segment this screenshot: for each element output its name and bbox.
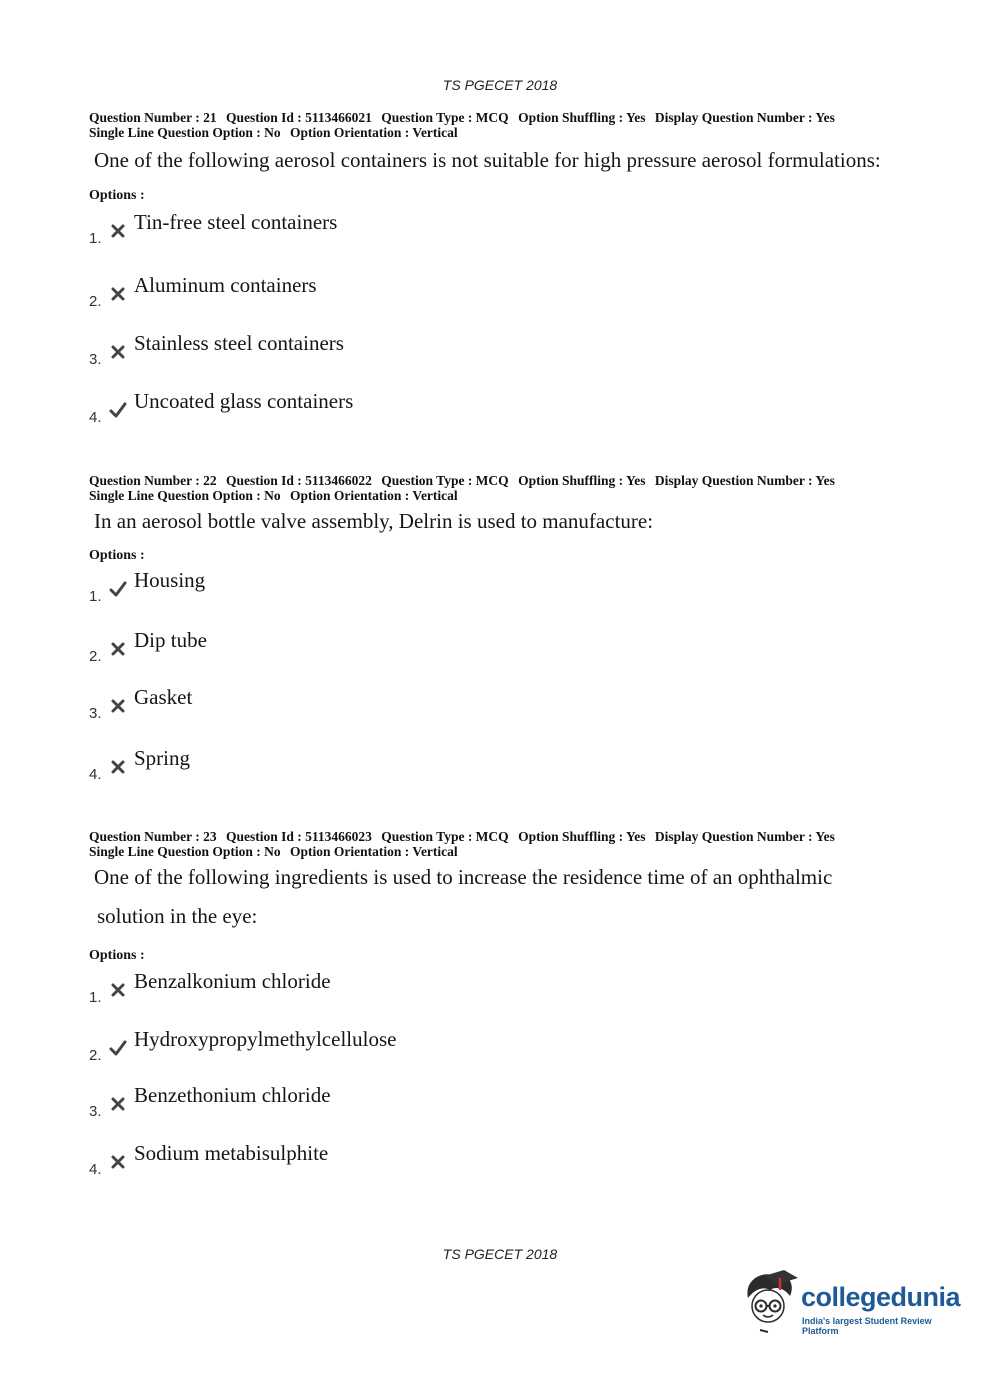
page-header-title: TS PGECET 2018: [442, 77, 558, 93]
option-text: Stainless steel containers: [134, 331, 344, 355]
option-number: 3.: [89, 1103, 102, 1120]
option-orientation: Option Orientation : Vertical: [290, 843, 458, 859]
options-label: Options :: [89, 548, 145, 563]
option-text: Housing: [134, 568, 206, 592]
cross-icon: [109, 285, 127, 303]
question-meta-q22: [89, 474, 841, 503]
single-line-option: Single Line Question Option : No: [89, 487, 281, 503]
question-id: Question Id : 5113466021: [226, 110, 372, 125]
display-question-number: Display Question Number : Yes: [654, 473, 835, 488]
question-number: Question Number : 21: [89, 110, 217, 125]
question-type: Question Type : MCQ: [381, 110, 509, 125]
option-text: Hydroxypropylmethylcellulose: [134, 1027, 397, 1051]
meta-line-2: [89, 845, 841, 860]
option-number: 2.: [89, 293, 102, 310]
meta-line-2: [89, 126, 841, 141]
option-number: 2.: [89, 648, 102, 665]
meta-line-2: [89, 489, 841, 504]
question-meta-q23: [89, 830, 841, 859]
question-text: In an aerosol bottle valve assembly, Delrin is used to manufacture:: [94, 509, 654, 533]
meta-line-1: [89, 474, 841, 489]
question-id: Question Id : 5113466022: [226, 473, 372, 488]
meta-line-1: [89, 830, 841, 845]
option-text: Sodium metabisulphite: [134, 1141, 329, 1165]
option-text: Spring: [134, 746, 191, 770]
question-number: Question Number : 23: [89, 829, 217, 844]
option-shuffling: Option Shuffling : Yes: [518, 473, 646, 488]
options-label: Options :: [89, 188, 145, 203]
option-text: Tin-free steel containers: [134, 210, 338, 234]
cross-icon: [109, 1153, 127, 1171]
option-number: 4.: [89, 1161, 102, 1178]
option-text: Uncoated glass containers: [134, 389, 354, 413]
collegedunia-logo: [740, 1268, 970, 1338]
question-type: Question Type : MCQ: [381, 829, 509, 844]
single-line-option: Single Line Question Option : No: [89, 124, 281, 140]
option-number: 2.: [89, 1047, 102, 1064]
option-text: Aluminum containers: [134, 273, 317, 297]
option-text: Benzalkonium chloride: [134, 969, 331, 993]
option-number: 4.: [89, 409, 102, 426]
option-number: 1.: [89, 989, 102, 1006]
option-orientation: Option Orientation : Vertical: [290, 487, 458, 503]
question-text: One of the following aerosol containers is not suitable for high pressure aerosol formulations:: [94, 148, 881, 172]
check-icon: [109, 580, 127, 598]
single-line-option: Single Line Question Option : No: [89, 843, 281, 859]
display-question-number: Display Question Number : Yes: [654, 829, 835, 844]
logo-tagline: India's largest Student Review Platform: [802, 1316, 932, 1336]
cross-icon: [109, 758, 127, 776]
option-number: 4.: [89, 766, 102, 783]
option-shuffling: Option Shuffling : Yes: [518, 829, 646, 844]
option-number: 1.: [89, 588, 102, 605]
option-text: Gasket: [134, 685, 193, 709]
question-number: Question Number : 22: [89, 473, 217, 488]
cross-icon: [109, 640, 127, 658]
cross-icon: [109, 1095, 127, 1113]
check-icon: [109, 1039, 127, 1057]
question-text-continued: solution in the eye:: [97, 904, 258, 928]
meta-line-1: [89, 111, 841, 126]
question-text: One of the following ingredients is used to increase the residence time of an ophthalmic: [94, 865, 833, 889]
cross-icon: [109, 981, 127, 999]
option-shuffling: Option Shuffling : Yes: [518, 110, 646, 125]
option-text: Dip tube: [134, 628, 207, 652]
question-meta-q21: [89, 111, 841, 140]
option-number: 3.: [89, 705, 102, 722]
cross-icon: [109, 697, 127, 715]
page-footer-title: TS PGECET 2018: [442, 1246, 558, 1262]
question-id: Question Id : 5113466023: [226, 829, 372, 844]
option-text: Benzethonium chloride: [134, 1083, 331, 1107]
option-orientation: Option Orientation : Vertical: [290, 124, 458, 140]
mascot-icon: [740, 1268, 800, 1338]
logo-wordmark: collegedunia: [801, 1282, 961, 1312]
display-question-number: Display Question Number : Yes: [654, 110, 835, 125]
options-label: Options :: [89, 948, 145, 963]
cross-icon: [109, 222, 127, 240]
check-icon: [109, 401, 127, 419]
cross-icon: [109, 343, 127, 361]
option-number: 1.: [89, 230, 102, 247]
question-type: Question Type : MCQ: [381, 473, 509, 488]
option-number: 3.: [89, 351, 102, 368]
